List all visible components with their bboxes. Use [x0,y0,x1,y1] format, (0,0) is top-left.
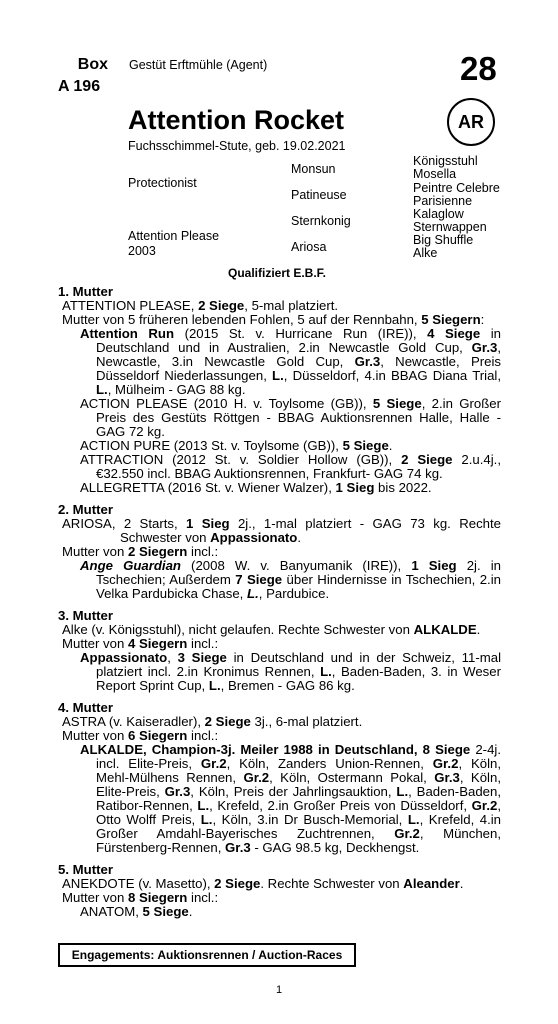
lot-number: 28 [460,50,497,87]
qualification: Qualifiziert E.B.F. [228,266,327,280]
list-item: ALKALDE, Champion-3j. Meiler 1988 in Deutschland, 8 Siege 2-4j. incl. Elite-Preis, Gr.2, Köln, Zanders Union-Rennen, Gr.2, Köln, Mehl-Mülhens Rennen, Gr.2, Köln, Ostermann Pokal, Gr.3, Köln, Elite-Preis, Gr.3, Köln, Preis der Jahrlingsauktion, L., Baden-Baden, Ratibor-Rennen, L., Krefeld, 2.in Großer Preis von Düsseldorf, Gr.2, Otto Wolff Preis, L., Köln, 3.in Dr Busch-Memorial, L., Krefeld, 4.in Großer Amdahl-Bayerisches Zuchtrennen, Gr.2, München, Fürstenberg-Rennen, Gr.3 - GAG 98.5 kg, Deckhengst. [80,742,502,855]
pedigree-gen3: Peintre Celebre [413,181,500,195]
section-heading: 5. Mutter [58,862,113,877]
pedigree-gen3: Parisienne [413,194,473,208]
text-line: Mutter von 5 früheren lebenden Fohlen, 5 auf der Rennbahn, 5 Siegern: [62,312,485,327]
horse-initials-badge: AR [447,98,495,146]
pedigree-gen3: Alke [413,246,438,260]
list-item: Attention Run (2015 St. v. Hurricane Run (IRE)), 4 Siege in Deutschland und in Australien, 2.in Newcastle Gold Cup, Gr.3, Newcastle, 3.in Newcastle Gold Cup, Gr.3, Newcastle, Preis Düsseldorf Niederlassungen, L., Düsseldorf, 4.in BBAG Diana Trial, L., Mülheim - GAG 88 kg. [80,326,502,397]
horse-name: Attention Rocket [128,105,344,135]
pedigree-sire: Protectionist [128,176,197,190]
text-line: ASTRA (v. Kaiseradler), 2 Siege 3j., 6-mal platziert. [62,714,363,729]
pedigree-gen2: Sternkonig [291,214,351,228]
text-line: ANEKDOTE (v. Masetto), 2 Siege. Rechte Schwester von Aleander. [62,876,464,891]
pedigree-dam: Attention Please [128,229,220,243]
list-item: ACTION PLEASE (2010 H. v. Toylsome (GB)), 5 Siege, 2.in Großer Preis des Gestüts Röttgen - BBAG Auktionsrennen Halle, Halle - GAG 72 kg. [80,396,501,439]
dam-line-text [58,285,501,919]
list-item: ATTRACTION (2012 St. v. Soldier Hollow (GB)), 2 Siege 2.u.4j., €32.550 incl. BBAG Auktionsrennen, Frankfurt- GAG 74 kg. [80,452,501,481]
text-line: Mutter von 8 Siegern incl.: [62,890,219,905]
list-item: ANATOM, 5 Siege. [80,904,193,919]
list-item: Ange Guardian (2008 W. v. Banyumanik (IRE)), 1 Sieg 2j. in Tschechien; Außerdem 7 Siege über Hindernisse in Tschechien, 2.in Velka Pardubicka Chase, L., Pardubice. [80,558,501,601]
text-line: Mutter von 6 Siegern incl.: [62,728,219,743]
section-heading: 4. Mutter [58,700,113,715]
text-line: Mutter von 4 Siegern incl.: [62,636,219,651]
pedigree-gen3: Kalaglow [413,207,464,221]
text-line: Mutter von 2 Siegern incl.: [62,544,219,559]
pedigree-gen2: Monsun [291,162,336,176]
pedigree-gen3: Mosella [413,167,457,181]
text-line: ATTENTION PLEASE, 2 Siege, 5-mal platziert. [62,298,339,313]
text-line: ARIOSA, 2 Starts, 1 Sieg 2j., 1-mal platziert - GAG 73 kg. Rechte Schwester von Appassionato. [62,516,501,545]
box-label: Box [77,56,108,73]
pedigree-gen2: Patineuse [291,188,347,202]
box-number: A 196 [58,78,101,95]
list-item: ACTION PURE (2013 St. v. Toylsome (GB)), 5 Siege. [80,438,393,453]
pedigree-gen3: Big Shuffle [413,233,474,247]
pedigree-gen2: Ariosa [291,240,327,254]
horse-description: Fuchsschimmel-Stute, geb. 19.02.2021 [128,139,346,153]
consignor: Gestüt Erftmühle (Agent) [129,58,268,72]
section-heading: 1. Mutter [58,284,113,299]
section-heading: 2. Mutter [58,502,113,517]
engagements-box: Engagements: Auktionsrennen / Auction-Races [58,943,356,967]
page-number: 1 [276,984,283,996]
text-line: Alke (v. Königsstuhl), nicht gelaufen. Rechte Schwester von ALKALDE. [62,622,481,637]
pedigree-gen3: Sternwappen [413,220,487,234]
section-heading: 3. Mutter [58,608,113,623]
pedigree-gen3: Königsstuhl [413,154,478,168]
pedigree-dam-year: 2003 [128,244,156,258]
list-item: ALLEGRETTA (2016 St. v. Wiener Walzer), 1 Sieg bis 2022. [80,480,432,495]
list-item: Appassionato, 3 Siege in Deutschland und in der Schweiz, 11-mal platziert incl. 2.in Kronimus Rennen, L., Baden-Baden, 3. in Weser Report Sprint Cup, L., Bremen - GAG 86 kg. [80,650,502,693]
